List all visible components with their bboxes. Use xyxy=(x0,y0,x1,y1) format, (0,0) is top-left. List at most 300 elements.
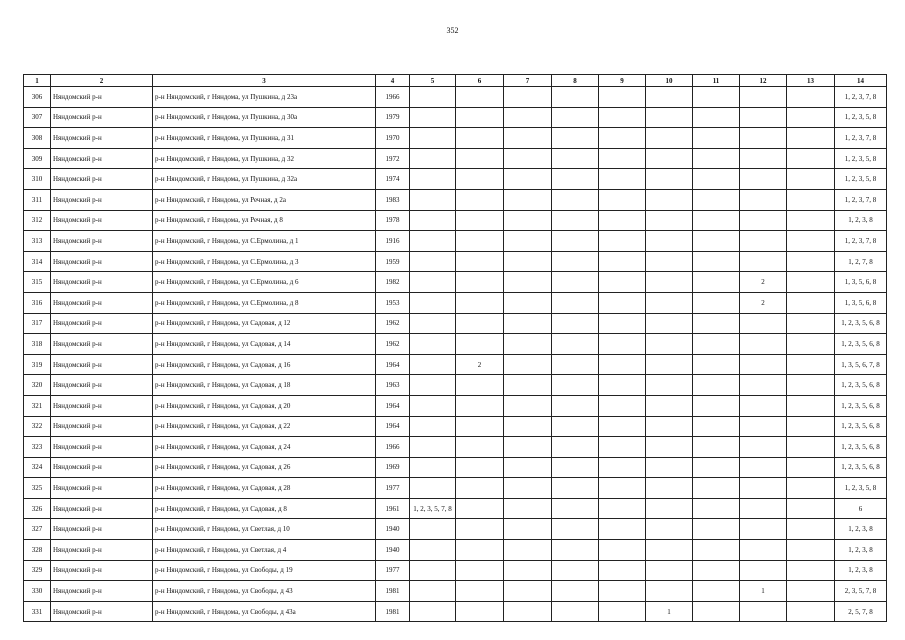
cell-col-1: 328 xyxy=(24,540,51,561)
cell-col-10 xyxy=(646,210,693,231)
cell-col-9 xyxy=(599,334,646,355)
cell-col-2: Няндомский р-н xyxy=(51,498,153,519)
cell-col-1: 306 xyxy=(24,87,51,108)
cell-col-3: р-н Няндомский, г Няндома, ул Пушкина, д 23а xyxy=(153,87,376,108)
cell-col-10 xyxy=(646,416,693,437)
cell-col-12 xyxy=(740,251,787,272)
table-row xyxy=(24,189,887,210)
cell-col-1: 316 xyxy=(24,292,51,313)
cell-col-7 xyxy=(504,334,552,355)
cell-col-10 xyxy=(646,581,693,602)
cell-col-9 xyxy=(599,354,646,375)
cell-col-14: 6 xyxy=(835,498,887,519)
cell-col-14: 1, 2, 3, 8 xyxy=(835,560,887,581)
cell-col-8 xyxy=(552,251,599,272)
cell-col-6 xyxy=(456,272,504,293)
cell-col-10 xyxy=(646,292,693,313)
cell-col-11 xyxy=(693,87,740,108)
cell-col-3: р-н Няндомский, г Няндома, ул Свободы, д 19 xyxy=(153,560,376,581)
cell-col-2: Няндомский р-н xyxy=(51,189,153,210)
cell-col-1: 313 xyxy=(24,231,51,252)
cell-col-11 xyxy=(693,334,740,355)
cell-col-7 xyxy=(504,313,552,334)
cell-col-5 xyxy=(410,457,456,478)
cell-col-13 xyxy=(787,292,835,313)
cell-col-5 xyxy=(410,169,456,190)
cell-col-4: 1961 xyxy=(376,498,410,519)
cell-col-3: р-н Няндомский, г Няндома, ул Садовая, д 18 xyxy=(153,375,376,396)
cell-col-9 xyxy=(599,519,646,540)
cell-col-10 xyxy=(646,457,693,478)
cell-col-9 xyxy=(599,107,646,128)
cell-col-10 xyxy=(646,272,693,293)
cell-col-8 xyxy=(552,395,599,416)
column-header-7: 7 xyxy=(504,75,552,87)
cell-col-7 xyxy=(504,416,552,437)
cell-col-12 xyxy=(740,231,787,252)
cell-col-1: 331 xyxy=(24,601,51,622)
cell-col-13 xyxy=(787,128,835,149)
cell-col-8 xyxy=(552,87,599,108)
cell-col-9 xyxy=(599,148,646,169)
cell-col-12 xyxy=(740,354,787,375)
cell-col-8 xyxy=(552,375,599,396)
cell-col-1: 314 xyxy=(24,251,51,272)
cell-col-13 xyxy=(787,498,835,519)
cell-col-11 xyxy=(693,560,740,581)
cell-col-12: 2 xyxy=(740,292,787,313)
cell-col-8 xyxy=(552,231,599,252)
cell-col-11 xyxy=(693,540,740,561)
cell-col-13 xyxy=(787,313,835,334)
cell-col-8 xyxy=(552,540,599,561)
table-row xyxy=(24,540,887,561)
column-header-11: 11 xyxy=(693,75,740,87)
cell-col-2: Няндомский р-н xyxy=(51,128,153,149)
cell-col-14: 1, 2, 3, 7, 8 xyxy=(835,87,887,108)
cell-col-12 xyxy=(740,519,787,540)
table-row xyxy=(24,210,887,231)
cell-col-5 xyxy=(410,189,456,210)
cell-col-7 xyxy=(504,251,552,272)
cell-col-1: 310 xyxy=(24,169,51,190)
cell-col-9 xyxy=(599,313,646,334)
cell-col-4: 1969 xyxy=(376,457,410,478)
cell-col-13 xyxy=(787,148,835,169)
cell-col-12 xyxy=(740,169,787,190)
cell-col-7 xyxy=(504,148,552,169)
cell-col-13 xyxy=(787,375,835,396)
cell-col-3: р-н Няндомский, г Няндома, ул Речная, д 2а xyxy=(153,189,376,210)
cell-col-1: 323 xyxy=(24,437,51,458)
cell-col-3: р-н Няндомский, г Няндома, ул Пушкина, д 31 xyxy=(153,128,376,149)
cell-col-8 xyxy=(552,601,599,622)
cell-col-2: Няндомский р-н xyxy=(51,478,153,499)
cell-col-1: 318 xyxy=(24,334,51,355)
cell-col-11 xyxy=(693,478,740,499)
cell-col-6 xyxy=(456,478,504,499)
cell-col-12 xyxy=(740,128,787,149)
cell-col-4: 1962 xyxy=(376,334,410,355)
cell-col-3: р-н Няндомский, г Няндома, ул Садовая, д 14 xyxy=(153,334,376,355)
cell-col-14: 1, 2, 3, 7, 8 xyxy=(835,189,887,210)
cell-col-2: Няндомский р-н xyxy=(51,560,153,581)
cell-col-3: р-н Няндомский, г Няндома, ул С.Ермолина, д 6 xyxy=(153,272,376,293)
cell-col-11 xyxy=(693,519,740,540)
cell-col-9 xyxy=(599,231,646,252)
cell-col-3: р-н Няндомский, г Няндома, ул Речная, д 8 xyxy=(153,210,376,231)
cell-col-4: 1940 xyxy=(376,519,410,540)
cell-col-2: Няндомский р-н xyxy=(51,375,153,396)
column-header-12: 12 xyxy=(740,75,787,87)
cell-col-13 xyxy=(787,540,835,561)
cell-col-1: 317 xyxy=(24,313,51,334)
cell-col-8 xyxy=(552,272,599,293)
cell-col-6 xyxy=(456,231,504,252)
cell-col-11 xyxy=(693,189,740,210)
table-row xyxy=(24,478,887,499)
cell-col-10 xyxy=(646,251,693,272)
cell-col-2: Няндомский р-н xyxy=(51,169,153,190)
table-header xyxy=(24,75,887,87)
cell-col-4: 1983 xyxy=(376,189,410,210)
cell-col-3: р-н Няндомский, г Няндома, ул Свободы, д 43 xyxy=(153,581,376,602)
cell-col-10 xyxy=(646,334,693,355)
cell-col-2: Няндомский р-н xyxy=(51,148,153,169)
cell-col-8 xyxy=(552,519,599,540)
cell-col-6 xyxy=(456,457,504,478)
cell-col-6 xyxy=(456,395,504,416)
column-header-13: 13 xyxy=(787,75,835,87)
cell-col-11 xyxy=(693,210,740,231)
cell-col-3: р-н Няндомский, г Няндома, ул Пушкина, д 32 xyxy=(153,148,376,169)
cell-col-7 xyxy=(504,540,552,561)
cell-col-5 xyxy=(410,148,456,169)
cell-col-14: 1, 3, 5, 6, 8 xyxy=(835,292,887,313)
cell-col-4: 1981 xyxy=(376,581,410,602)
cell-col-12 xyxy=(740,313,787,334)
cell-col-5 xyxy=(410,128,456,149)
data-table xyxy=(23,74,887,622)
cell-col-2: Няндомский р-н xyxy=(51,601,153,622)
header-row xyxy=(24,75,887,87)
cell-col-1: 315 xyxy=(24,272,51,293)
cell-col-3: р-н Няндомский, г Няндома, ул Садовая, д 28 xyxy=(153,478,376,499)
column-header-1: 1 xyxy=(24,75,51,87)
cell-col-4: 1979 xyxy=(376,107,410,128)
cell-col-11 xyxy=(693,581,740,602)
cell-col-2: Няндомский р-н xyxy=(51,519,153,540)
cell-col-7 xyxy=(504,169,552,190)
cell-col-11 xyxy=(693,169,740,190)
cell-col-14: 1, 2, 3, 5, 6, 8 xyxy=(835,437,887,458)
cell-col-8 xyxy=(552,478,599,499)
cell-col-8 xyxy=(552,210,599,231)
cell-col-13 xyxy=(787,251,835,272)
cell-col-7 xyxy=(504,292,552,313)
cell-col-14: 1, 2, 3, 5, 6, 8 xyxy=(835,375,887,396)
cell-col-8 xyxy=(552,457,599,478)
cell-col-1: 307 xyxy=(24,107,51,128)
cell-col-3: р-н Няндомский, г Няндома, ул Садовая, д 20 xyxy=(153,395,376,416)
cell-col-6 xyxy=(456,169,504,190)
cell-col-13 xyxy=(787,581,835,602)
cell-col-13 xyxy=(787,601,835,622)
cell-col-6 xyxy=(456,292,504,313)
cell-col-2: Няндомский р-н xyxy=(51,313,153,334)
cell-col-14: 1, 2, 3, 8 xyxy=(835,210,887,231)
cell-col-6 xyxy=(456,581,504,602)
cell-col-7 xyxy=(504,560,552,581)
cell-col-11 xyxy=(693,416,740,437)
cell-col-5 xyxy=(410,519,456,540)
cell-col-9 xyxy=(599,601,646,622)
cell-col-14: 1, 2, 3, 5, 8 xyxy=(835,478,887,499)
cell-col-12 xyxy=(740,210,787,231)
cell-col-6 xyxy=(456,189,504,210)
cell-col-12: 1 xyxy=(740,581,787,602)
cell-col-6 xyxy=(456,437,504,458)
cell-col-14: 1, 2, 3, 5, 8 xyxy=(835,148,887,169)
cell-col-5 xyxy=(410,395,456,416)
cell-col-7 xyxy=(504,189,552,210)
cell-col-14: 1, 2, 3, 5, 6, 8 xyxy=(835,395,887,416)
cell-col-2: Няндомский р-н xyxy=(51,231,153,252)
cell-col-11 xyxy=(693,251,740,272)
cell-col-6 xyxy=(456,540,504,561)
cell-col-14: 1, 3, 5, 6, 8 xyxy=(835,272,887,293)
cell-col-2: Няндомский р-н xyxy=(51,395,153,416)
cell-col-2: Няндомский р-н xyxy=(51,272,153,293)
cell-col-11 xyxy=(693,272,740,293)
table-row xyxy=(24,272,887,293)
cell-col-9 xyxy=(599,292,646,313)
cell-col-9 xyxy=(599,87,646,108)
cell-col-14: 1, 2, 3, 5, 6, 8 xyxy=(835,313,887,334)
cell-col-9 xyxy=(599,581,646,602)
cell-col-14: 1, 2, 3, 8 xyxy=(835,540,887,561)
cell-col-14: 1, 2, 3, 5, 6, 8 xyxy=(835,416,887,437)
cell-col-3: р-н Няндомский, г Няндома, ул Светлая, д 4 xyxy=(153,540,376,561)
cell-col-5 xyxy=(410,313,456,334)
cell-col-4: 1977 xyxy=(376,478,410,499)
cell-col-12 xyxy=(740,87,787,108)
cell-col-7 xyxy=(504,478,552,499)
cell-col-12 xyxy=(740,601,787,622)
cell-col-12 xyxy=(740,457,787,478)
cell-col-13 xyxy=(787,231,835,252)
cell-col-12 xyxy=(740,437,787,458)
cell-col-4: 1964 xyxy=(376,354,410,375)
cell-col-13 xyxy=(787,437,835,458)
cell-col-8 xyxy=(552,581,599,602)
cell-col-8 xyxy=(552,354,599,375)
cell-col-6 xyxy=(456,210,504,231)
table-row xyxy=(24,498,887,519)
table-row xyxy=(24,395,887,416)
cell-col-9 xyxy=(599,169,646,190)
cell-col-5 xyxy=(410,210,456,231)
table-row xyxy=(24,107,887,128)
table-row xyxy=(24,519,887,540)
cell-col-4: 1916 xyxy=(376,231,410,252)
cell-col-13 xyxy=(787,519,835,540)
cell-col-5 xyxy=(410,231,456,252)
cell-col-11 xyxy=(693,231,740,252)
cell-col-2: Няндомский р-н xyxy=(51,457,153,478)
cell-col-5 xyxy=(410,251,456,272)
cell-col-9 xyxy=(599,457,646,478)
cell-col-6 xyxy=(456,148,504,169)
cell-col-2: Няндомский р-н xyxy=(51,334,153,355)
cell-col-4: 1972 xyxy=(376,148,410,169)
cell-col-4: 1978 xyxy=(376,210,410,231)
cell-col-11 xyxy=(693,128,740,149)
cell-col-5 xyxy=(410,87,456,108)
cell-col-14: 1, 2, 3, 8 xyxy=(835,519,887,540)
cell-col-6 xyxy=(456,416,504,437)
cell-col-1: 330 xyxy=(24,581,51,602)
cell-col-9 xyxy=(599,540,646,561)
cell-col-12 xyxy=(740,189,787,210)
column-header-5: 5 xyxy=(410,75,456,87)
cell-col-12 xyxy=(740,395,787,416)
cell-col-11 xyxy=(693,107,740,128)
cell-col-1: 327 xyxy=(24,519,51,540)
cell-col-10 xyxy=(646,169,693,190)
cell-col-8 xyxy=(552,334,599,355)
cell-col-13 xyxy=(787,416,835,437)
cell-col-8 xyxy=(552,560,599,581)
cell-col-5 xyxy=(410,540,456,561)
cell-col-6 xyxy=(456,313,504,334)
cell-col-11 xyxy=(693,498,740,519)
cell-col-2: Няндомский р-н xyxy=(51,416,153,437)
cell-col-6 xyxy=(456,498,504,519)
cell-col-6 xyxy=(456,560,504,581)
cell-col-7 xyxy=(504,457,552,478)
cell-col-14: 2, 3, 5, 7, 8 xyxy=(835,581,887,602)
cell-col-13 xyxy=(787,87,835,108)
cell-col-10 xyxy=(646,189,693,210)
cell-col-14: 1, 2, 3, 5, 8 xyxy=(835,169,887,190)
cell-col-10 xyxy=(646,375,693,396)
cell-col-4: 1953 xyxy=(376,292,410,313)
cell-col-5 xyxy=(410,354,456,375)
cell-col-13 xyxy=(787,169,835,190)
cell-col-4: 1977 xyxy=(376,560,410,581)
cell-col-9 xyxy=(599,251,646,272)
cell-col-8 xyxy=(552,107,599,128)
cell-col-6 xyxy=(456,251,504,272)
cell-col-11 xyxy=(693,292,740,313)
cell-col-9 xyxy=(599,498,646,519)
cell-col-11 xyxy=(693,375,740,396)
cell-col-2: Няндомский р-н xyxy=(51,251,153,272)
cell-col-12 xyxy=(740,540,787,561)
cell-col-14: 1, 2, 3, 5, 6, 8 xyxy=(835,457,887,478)
cell-col-7 xyxy=(504,395,552,416)
cell-col-5: 1, 2, 3, 5, 7, 8 xyxy=(410,498,456,519)
cell-col-9 xyxy=(599,375,646,396)
table-row xyxy=(24,560,887,581)
cell-col-7 xyxy=(504,128,552,149)
cell-col-4: 1940 xyxy=(376,540,410,561)
column-header-3: 3 xyxy=(153,75,376,87)
cell-col-9 xyxy=(599,128,646,149)
cell-col-14: 1, 3, 5, 6, 7, 8 xyxy=(835,354,887,375)
table-row xyxy=(24,128,887,149)
cell-col-9 xyxy=(599,437,646,458)
table-row xyxy=(24,313,887,334)
cell-col-7 xyxy=(504,601,552,622)
cell-col-1: 322 xyxy=(24,416,51,437)
cell-col-12 xyxy=(740,416,787,437)
cell-col-11 xyxy=(693,148,740,169)
cell-col-3: р-н Няндомский, г Няндома, ул С.Ермолина, д 8 xyxy=(153,292,376,313)
cell-col-13 xyxy=(787,334,835,355)
cell-col-10 xyxy=(646,437,693,458)
cell-col-2: Няндомский р-н xyxy=(51,354,153,375)
cell-col-7 xyxy=(504,87,552,108)
cell-col-6 xyxy=(456,107,504,128)
column-header-6: 6 xyxy=(456,75,504,87)
cell-col-6 xyxy=(456,375,504,396)
cell-col-7 xyxy=(504,107,552,128)
cell-col-10 xyxy=(646,519,693,540)
cell-col-7 xyxy=(504,210,552,231)
cell-col-8 xyxy=(552,292,599,313)
table-row xyxy=(24,231,887,252)
cell-col-4: 1981 xyxy=(376,601,410,622)
cell-col-13 xyxy=(787,272,835,293)
cell-col-5 xyxy=(410,272,456,293)
cell-col-4: 1970 xyxy=(376,128,410,149)
cell-col-4: 1966 xyxy=(376,87,410,108)
cell-col-9 xyxy=(599,395,646,416)
table-row xyxy=(24,581,887,602)
cell-col-8 xyxy=(552,498,599,519)
cell-col-10 xyxy=(646,395,693,416)
cell-col-3: р-н Няндомский, г Няндома, ул Садовая, д 16 xyxy=(153,354,376,375)
cell-col-13 xyxy=(787,189,835,210)
cell-col-7 xyxy=(504,519,552,540)
cell-col-4: 1974 xyxy=(376,169,410,190)
cell-col-1: 320 xyxy=(24,375,51,396)
cell-col-4: 1962 xyxy=(376,313,410,334)
cell-col-14: 1, 2, 7, 8 xyxy=(835,251,887,272)
cell-col-7 xyxy=(504,272,552,293)
cell-col-3: р-н Няндомский, г Няндома, ул Садовая, д 8 xyxy=(153,498,376,519)
cell-col-5 xyxy=(410,416,456,437)
cell-col-13 xyxy=(787,457,835,478)
column-header-4: 4 xyxy=(376,75,410,87)
cell-col-6 xyxy=(456,519,504,540)
cell-col-14: 1, 2, 3, 5, 8 xyxy=(835,107,887,128)
table-row xyxy=(24,375,887,396)
cell-col-10: 1 xyxy=(646,601,693,622)
cell-col-1: 308 xyxy=(24,128,51,149)
table-body xyxy=(24,87,887,622)
cell-col-6 xyxy=(456,87,504,108)
cell-col-11 xyxy=(693,457,740,478)
cell-col-10 xyxy=(646,87,693,108)
cell-col-12 xyxy=(740,560,787,581)
cell-col-6 xyxy=(456,334,504,355)
cell-col-4: 1964 xyxy=(376,416,410,437)
cell-col-10 xyxy=(646,107,693,128)
cell-col-8 xyxy=(552,148,599,169)
